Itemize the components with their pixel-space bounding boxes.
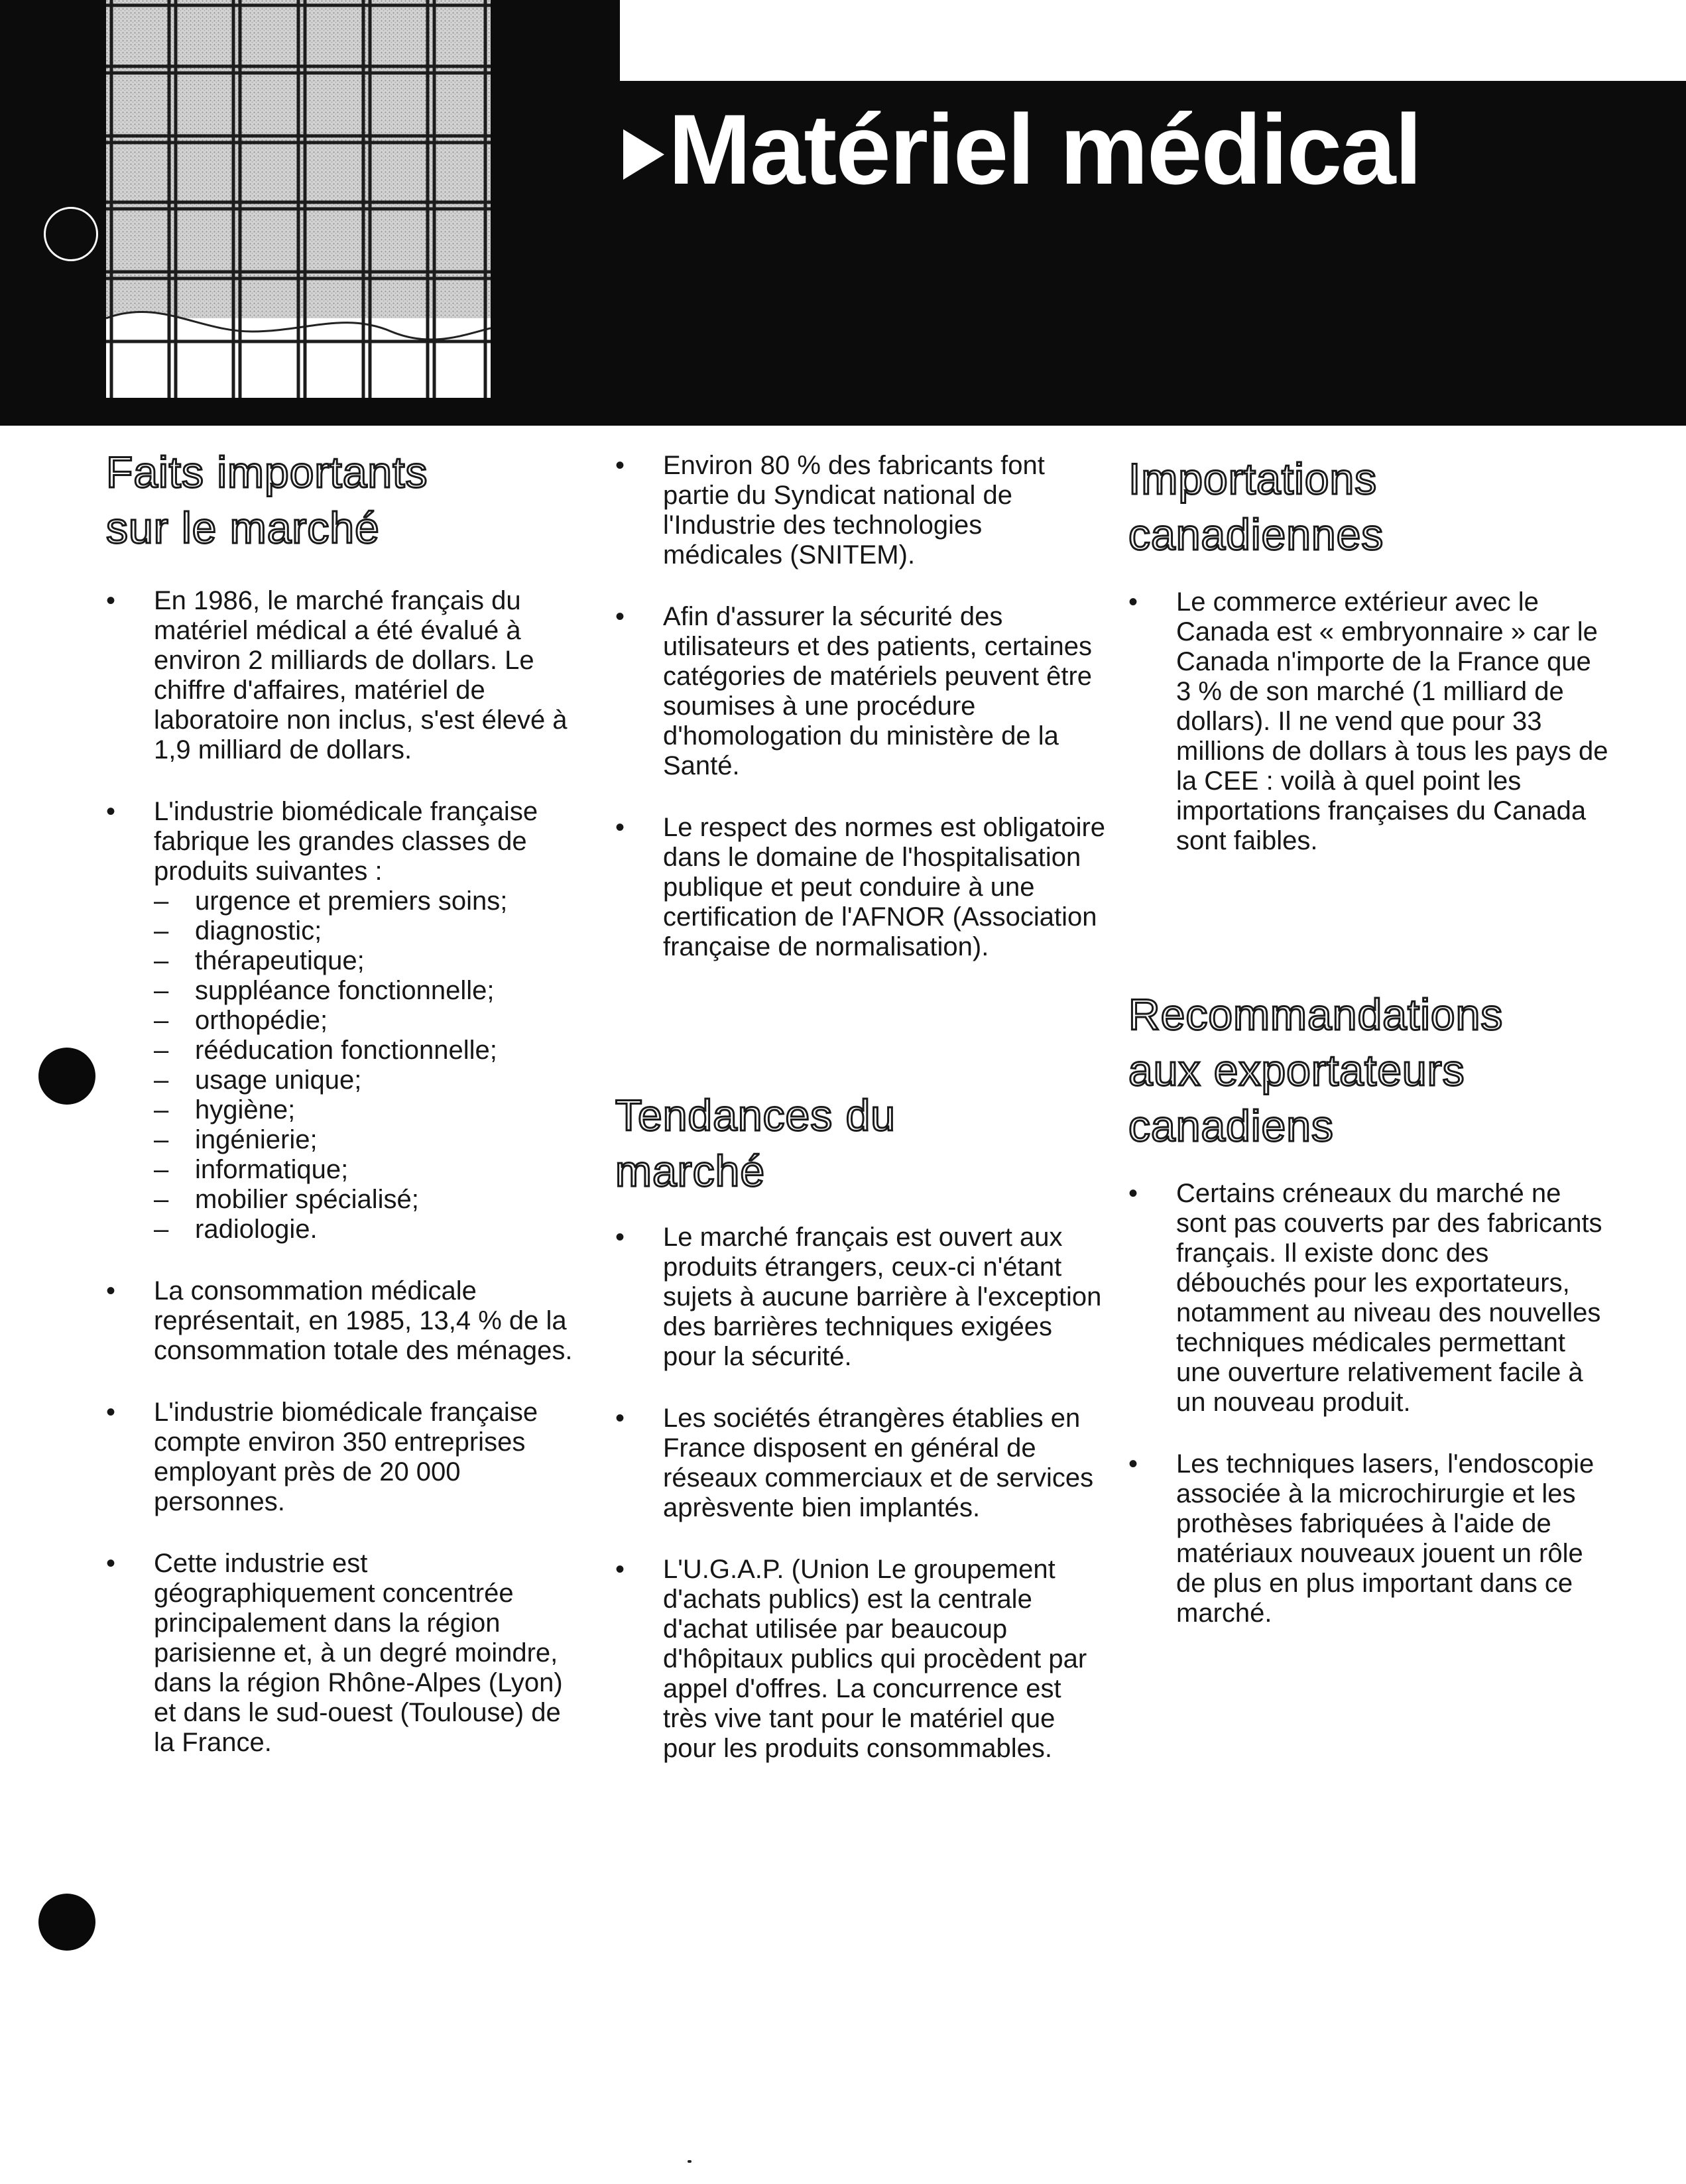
- banner-top-margin: [620, 0, 1686, 81]
- list-item: • Les techniques lasers, l'endoscopie associée à la microchirurgie et les prothèses fabriquées à l'aide de matériaux nouveaux jouent un rôle de plus en plus important dans ce marché.: [1128, 1449, 1612, 1628]
- heading-line: Tendances du: [615, 1091, 896, 1140]
- sub-list-item: – thérapeutique;: [154, 946, 583, 976]
- list-item: • Cette industrie est géographiquement concentrée principalement dans la région parisienne et, à un degré moindre, dans la région Rhône-Alpes (Lyon) et dans le sud-ouest (Toulouse) de la France.: [106, 1549, 583, 1758]
- section-heading-canadian-imports: [1128, 451, 1384, 562]
- industry-facts-list: [615, 451, 1106, 994]
- scan-speck: [688, 2160, 692, 2163]
- heading-line: Recommandations: [1128, 990, 1504, 1039]
- tile-grid-illustration: [106, 0, 491, 398]
- sub-list-item: – radiologie.: [154, 1215, 583, 1244]
- list-item: • Le respect des normes est obligatoire dans le domaine de l'hospitalisation publique et peut conduire à une certification de l'AFNOR (Association française de normalisation).: [615, 813, 1106, 962]
- heading-line: Importations: [1128, 454, 1378, 503]
- heading-line: marché: [615, 1146, 766, 1195]
- sub-list-item: – ingénierie;: [154, 1125, 583, 1155]
- list-item: • Certains créneaux du marché ne sont pas couverts par des fabricants français. Il existe donc des débouchés pour les exportateurs, notamment au niveau des nouvelles techniques médicales permettant une ouverture relativement facile à un nouveau produit.: [1128, 1179, 1612, 1418]
- recommendations-list: [1128, 1179, 1612, 1660]
- sub-list-item: – usage unique;: [154, 1065, 583, 1095]
- heading-line: Faits importants: [106, 448, 428, 497]
- sub-list-item: – diagnostic;: [154, 916, 583, 946]
- hole-marker-icon: [44, 207, 98, 261]
- punch-hole-upper: [38, 1048, 95, 1105]
- market-facts-list: [106, 586, 583, 1790]
- list-item-intro: L'industrie biomédicale française fabrique les grandes classes de produits suivantes :: [154, 797, 538, 886]
- list-item: • L'U.G.A.P. (Union Le groupement d'achats publics) est la centrale d'achat utilisée par beaucoup d'hôpitaux publics qui procèdent par appel d'offres. La concurrence est très vive tant pour le matériel que pour les produits consommables.: [615, 1555, 1106, 1764]
- punch-hole-lower: [38, 1894, 95, 1951]
- heading-line: canadiens: [1128, 1101, 1334, 1150]
- sub-list-item: – informatique;: [154, 1155, 583, 1185]
- list-item: • Les sociétés étrangères établies en France disposent en général de réseaux commerciaux et de services aprèsvente bien implantés.: [615, 1404, 1106, 1523]
- sub-list-item: – orthopédie;: [154, 1006, 583, 1036]
- list-item: • Environ 80 % des fabricants font partie du Syndicat national de l'Industrie des technologies médicales (SNITEM).: [615, 451, 1106, 570]
- sub-list-item: – rééducation fonctionnelle;: [154, 1036, 583, 1065]
- sub-list-item: – mobilier spécialisé;: [154, 1185, 583, 1215]
- list-item: • Le marché français est ouvert aux produits étrangers, ceux-ci n'étant sujets à aucune barrière à l'exception des barrières techniques exigées pour la sécurité.: [615, 1223, 1106, 1372]
- sub-list-item: – hygiène;: [154, 1095, 583, 1125]
- section-heading-recommendations: [1128, 987, 1503, 1154]
- sub-list-item: – urgence et premiers soins;: [154, 886, 583, 916]
- section-heading-market-facts: [106, 444, 428, 556]
- page-title-text: Matériel médical: [668, 93, 1421, 205]
- market-trends-list: [615, 1223, 1106, 1795]
- list-item: • Le commerce extérieur avec le Canada est « embryonnaire » car le Canada n'importe de la France que 3 % de son marché (1 milliard de dollars). Il ne vend que pour 33 millions de dollars à tous les pays de la CEE : voilà à quel point les importations françaises du Canada sont faibles.: [1128, 587, 1612, 856]
- list-item: • En 1986, le marché français du matériel médical a été évalué à environ 2 milliards de dollars. Le chiffre d'affaires, matériel de laboratoire non inclus, s'est élevé à 1,9 milliard de dollars.: [106, 586, 583, 765]
- list-item: • Afin d'assurer la sécurité des utilisateurs et des patients, certaines catégories de matériels peuvent être soumises à une procédure d'homologation du ministère de la Santé.: [615, 602, 1106, 781]
- heading-line: sur le marché: [106, 503, 380, 552]
- page-title: [623, 93, 1421, 205]
- heading-line: canadiennes: [1128, 510, 1384, 559]
- heading-line: aux exportateurs: [1128, 1046, 1465, 1095]
- canadian-imports-list: [1128, 587, 1612, 888]
- section-heading-market-trends: [615, 1087, 896, 1199]
- sub-list-item: – suppléance fonctionnelle;: [154, 976, 583, 1006]
- product-classes-list: [154, 886, 583, 1244]
- banner-middle-band: [491, 0, 620, 426]
- list-item: • La consommation médicale représentait, en 1985, 13,4 % de la consommation totale des ménages.: [106, 1276, 583, 1366]
- list-item: • L'industrie biomédicale française compte environ 350 entreprises employant près de 20 000 personnes.: [106, 1398, 583, 1517]
- list-item: [106, 797, 583, 1244]
- triangle-arrow-icon: [623, 129, 664, 180]
